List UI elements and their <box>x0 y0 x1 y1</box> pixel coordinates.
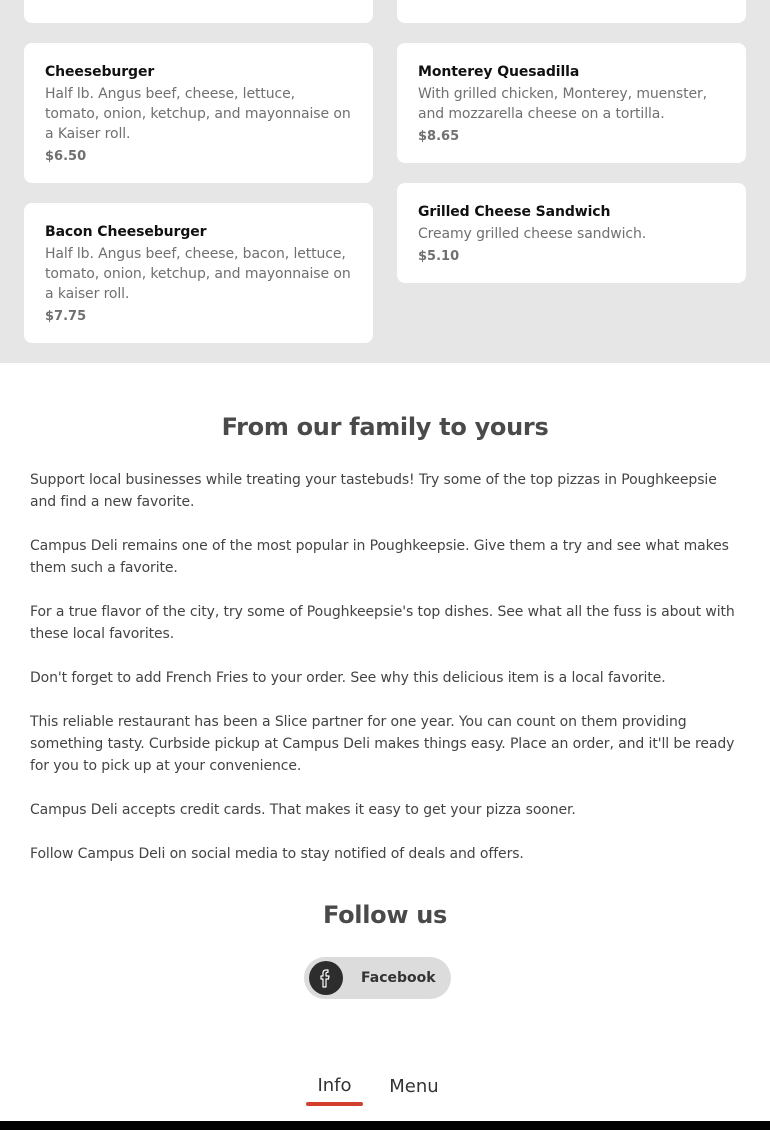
menu-item-card[interactable] <box>397 183 746 283</box>
menu-item-price: $5.10 <box>418 249 460 264</box>
menu-item-name: Cheeseburger <box>45 64 155 80</box>
tab-menu[interactable]: Menu <box>389 1076 439 1097</box>
menu-item-description: Half lb. Angus beef, cheese, lettuce, tomato, onion, ketchup, and mayonnaise on a Kaiser roll. <box>45 86 351 142</box>
menu-item-name: Bacon Cheeseburger <box>45 224 207 240</box>
facebook-label: Facebook <box>361 970 436 986</box>
menu-item-price <box>418 0 459 4</box>
menu-item-card-partial[interactable] <box>24 0 373 23</box>
facebook-button[interactable] <box>304 957 451 999</box>
menu-item-price: $6.50 <box>45 149 87 164</box>
menu-items-section <box>0 0 770 363</box>
about-paragraph: Support local businesses while treating your tastebuds! Try some of the top pizzas in Poughkeepsie and find a new favorite. <box>30 472 717 510</box>
menu-item-price: $7.75 <box>45 309 87 324</box>
menu-item-description: Creamy grilled cheese sandwich. <box>418 226 647 242</box>
about-paragraph: Campus Deli remains one of the most popular in Poughkeepsie. Give them a try and see what makes them such a favorite. <box>30 538 729 576</box>
active-tab-indicator <box>306 1102 363 1106</box>
menu-item-price: $8.65 <box>418 129 460 144</box>
menu-item-name: Grilled Cheese Sandwich <box>418 204 611 220</box>
menu-item-description: Half lb. Angus beef, cheese, bacon, lettuce, tomato, onion, ketchup, and mayonnaise on a kaiser roll. <box>45 246 351 302</box>
follow-heading: Follow us <box>322 901 448 929</box>
menu-item-card[interactable] <box>24 43 373 183</box>
about-heading: From our family to yours <box>221 413 549 441</box>
menu-item-description: With grilled chicken, Monterey, muenster, and mozzarella cheese on a tortilla. <box>418 86 708 122</box>
bottom-bar <box>0 1121 770 1130</box>
menu-item-card[interactable] <box>24 203 373 343</box>
menu-item-price <box>45 0 86 4</box>
about-paragraph: Campus Deli accepts credit cards. That makes it easy to get your pizza sooner. <box>30 802 576 818</box>
about-paragraph: This reliable restaurant has been a Slice partner for one year. You can count on them providing something tasty. Curbside pickup at Campus Deli makes things easy. Place an order, and it'll be ready for you to pick up at your convenience. <box>30 714 735 774</box>
about-paragraph: Follow Campus Deli on social media to stay notified of deals and offers. <box>30 846 524 862</box>
menu-item-card[interactable] <box>397 43 746 163</box>
menu-item-name: Monterey Quesadilla <box>418 64 580 80</box>
facebook-icon <box>309 961 343 995</box>
about-paragraph: Don't forget to add French Fries to your order. See why this delicious item is a local favorite. <box>30 670 666 686</box>
menu-item-card-partial[interactable] <box>397 0 746 23</box>
about-paragraph: For a true flavor of the city, try some of Poughkeepsie's top dishes. See what all the fuss is about with these local favorites. <box>30 604 735 642</box>
tab-info[interactable]: Info <box>317 1075 352 1096</box>
